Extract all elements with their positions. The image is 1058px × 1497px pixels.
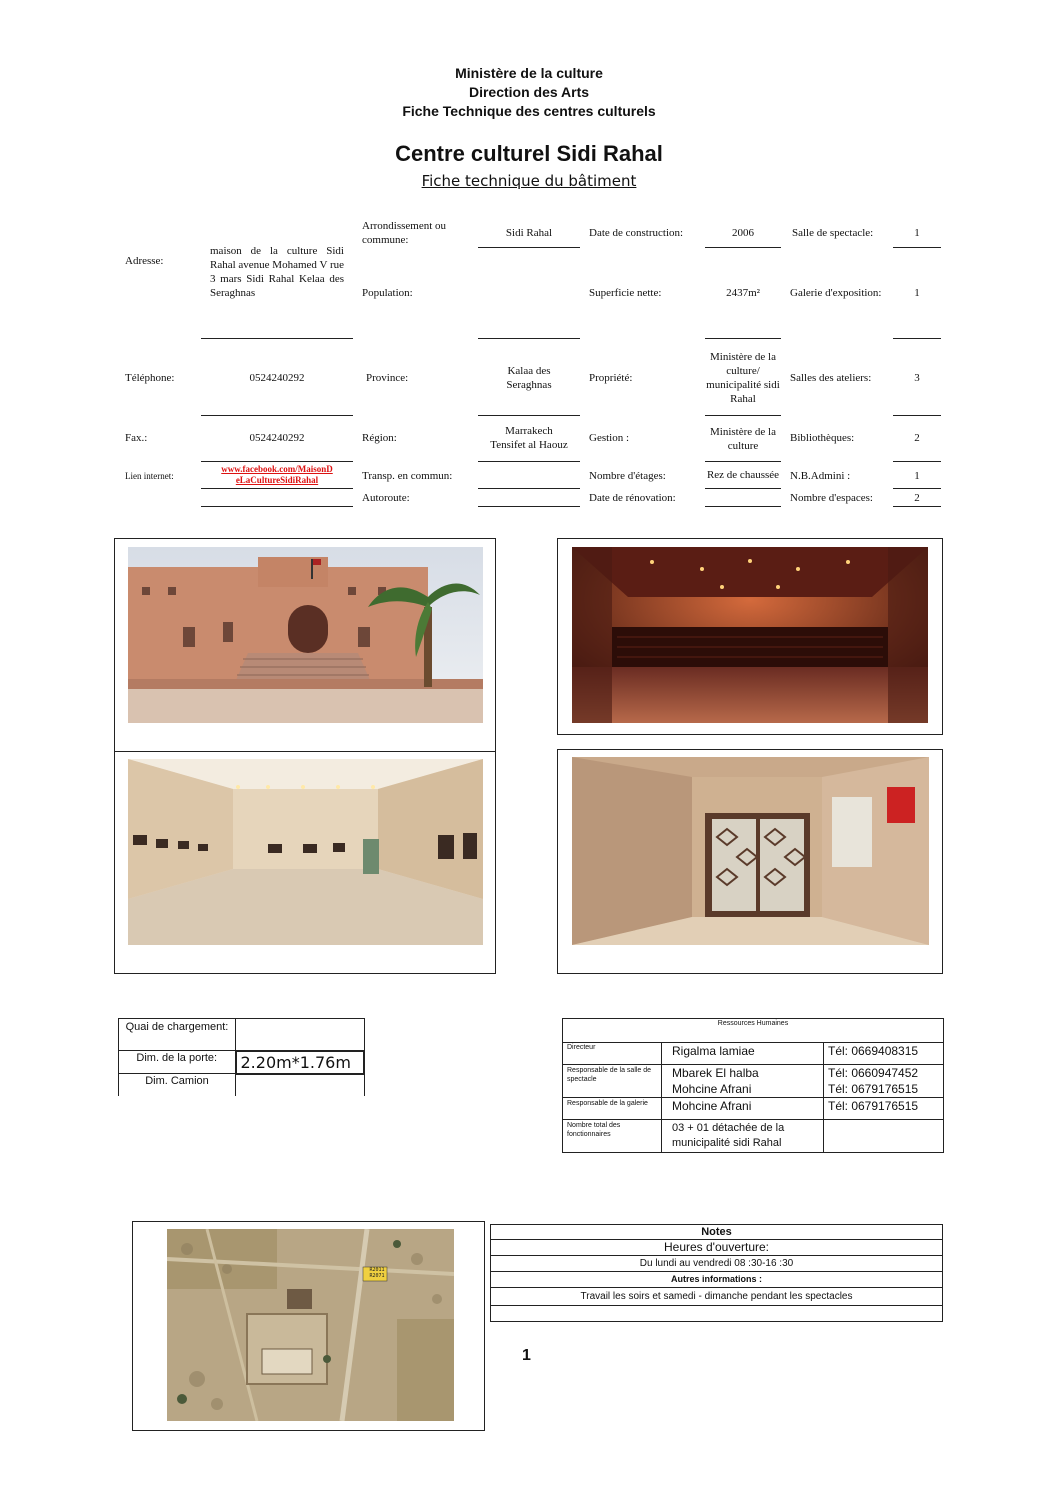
autoroute-label: Autoroute: [362,492,410,504]
ateliers-value: 3 [914,372,920,384]
rh-tel: Tél: 0660947452 [824,1065,944,1082]
admin-value: 1 [914,470,920,482]
galerie-value: 1 [914,287,920,299]
porte-label: Dim. de la porte: [119,1051,236,1074]
telephone-label: Téléphone: [125,372,175,384]
internet-link-line1[interactable]: www.facebook.com/MaisonD [221,464,333,474]
arrondissement-value: Sidi Rahal [505,227,553,239]
corridor-photo [572,757,929,945]
rh-role: Responsable de la salle de spectacle [563,1065,662,1098]
renovation-label: Date de rénovation: [589,492,676,504]
page-title: Centre culturel Sidi Rahal [395,141,663,166]
quai-value [236,1019,365,1051]
rh-name: 03 + 01 détachée de la municipalité sidi Rahal [662,1120,824,1153]
camion-value [236,1074,365,1096]
direction-line: Direction des Arts [468,84,590,100]
espaces-label: Nombre d'espaces: [790,492,873,504]
telephone-value: 0524240292 [249,372,305,384]
propriete-label: Propriété: [589,372,633,384]
adresse-value: maison de la culture Sidi Rahal avenue Mohamed V rue 3 mars Sidi Rahal Kelaa des Seraghnas [210,245,344,299]
rh-tel: Tél: 0679176515 [824,1098,944,1120]
loading-table [118,1018,365,1096]
date-construction-value: 2006 [732,227,754,239]
porte-value: 2.20m*1.76m [236,1051,365,1074]
superficie-value: 2437m² [726,287,760,299]
internet-label: Lien internet: [125,471,174,481]
espaces-value: 2 [914,492,920,504]
fax-value: 0524240292 [249,432,305,444]
rh-table [562,1018,944,1153]
autres-value: Travail les soirs et samedi - dimanche pendant les spectacles [491,1288,943,1306]
rh-name: Mbarek El halba [662,1065,824,1082]
fax-label: Fax.: [125,432,148,444]
galerie-label: Galerie d'exposition: [790,287,882,299]
rh-name: Mohcine Afrani [662,1098,824,1120]
province-label: Province: [366,372,409,384]
gestion-value: Ministère de la culture [710,426,776,452]
rh-tel: Tél: 0679176515 [824,1081,944,1098]
rh-role: Nombre total des fonctionnaires [563,1120,662,1153]
ateliers-label: Salles des ateliers: [790,372,872,384]
map-road-label: R2011 R2071 [369,1267,385,1279]
quai-label: Quai de chargement: [119,1019,236,1051]
etages-value: Rez de chaussée [706,469,780,481]
superficie-label: Superficie nette: [589,287,662,299]
province-value: Kalaa des Seraghnas [506,365,552,391]
rh-name: Rigalma lamiae [662,1043,824,1065]
region-label: Région: [362,432,397,444]
bibliotheques-value: 2 [914,432,920,444]
rh-role: Directeur [563,1043,662,1065]
adresse-label: Adresse: [125,255,164,267]
fiche-line: Fiche Technique des centres culturels [402,103,656,119]
heures-label: Heures d'ouverture: [491,1240,943,1256]
ministry-line: Ministère de la culture [455,65,603,81]
salle-spectacle-value: 1 [914,227,920,239]
rh-tel [824,1120,944,1153]
rh-name: Mohcine Afrani [662,1081,824,1098]
arrondissement-label: Arrondissement ou commune: [362,220,447,246]
notes-title: Notes [491,1225,943,1240]
autres-label: Autres informations : [491,1272,943,1288]
heures-value: Du lundi au vendredi 08 :30-16 :30 [491,1256,943,1272]
camion-label: Dim. Camion [119,1074,236,1096]
salle-spectacle-label: Salle de spectacle: [792,227,874,239]
transp-label: Transp. en commun: [362,470,453,482]
gallery-photo [128,759,483,945]
auditorium-photo [572,547,928,723]
map-satellite [167,1229,454,1421]
etages-label: Nombre d'étages: [589,470,666,482]
internet-link[interactable] [201,462,353,488]
internet-link-line2[interactable]: eLaCultureSidiRahal [235,475,319,485]
population-label: Population: [362,287,413,299]
date-construction-label: Date de construction: [589,227,684,239]
propriete-value: Ministère de la culture/ municipalité sidi Rahal [706,351,780,405]
rh-title: Ressources Humaines [563,1019,944,1043]
admin-label: N.B.Admini : [790,470,851,482]
notes-table [490,1224,943,1322]
facade-photo [128,547,483,723]
region-value: Marrakech Tensifet al Haouz [490,425,568,451]
bibliotheques-label: Bibliothèques: [790,432,855,444]
gestion-label: Gestion : [589,432,630,444]
page-number: 1 [522,1347,531,1364]
page-subtitle: Fiche technique du bâtiment [421,172,637,190]
rh-role: Responsable de la galerie [563,1098,662,1120]
rh-tel: Tél: 0669408315 [824,1043,944,1065]
